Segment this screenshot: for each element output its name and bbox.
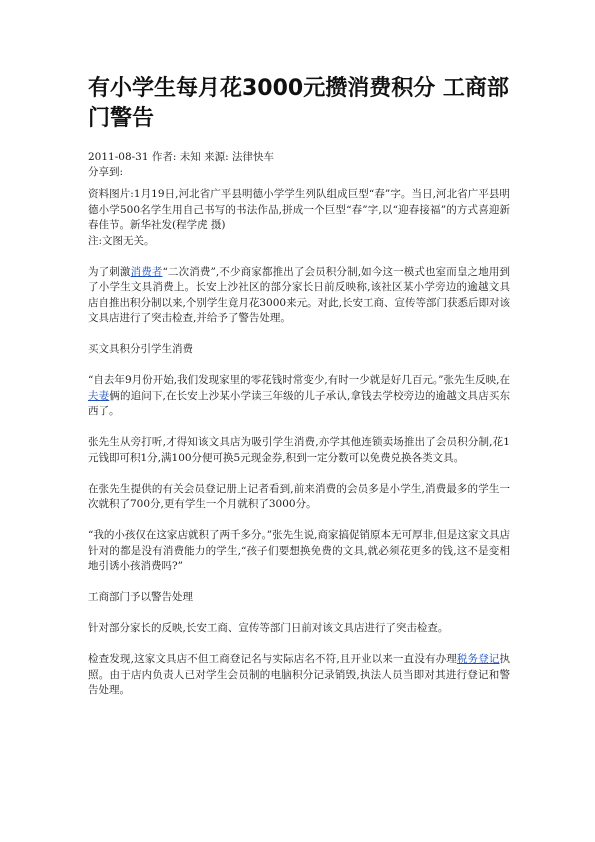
caption-note: 注:文图无关。 — [88, 234, 155, 247]
spouse-link[interactable]: 夫妻 — [88, 389, 110, 402]
publish-date: 2011-08-31 — [88, 151, 149, 163]
source-name: 法律快车 — [232, 151, 275, 163]
paragraph-text: 执照。由于店内负责人已对学生会员制的电脑积分记录销毁,执法人员当即对其进行登记和警告处理。 — [88, 653, 510, 696]
paragraph-text: 俩的追问下,在长安上沙某小学读三年级的儿子承认,拿钱去学校旁边的逾越文具店买东西了。 — [88, 389, 510, 417]
consumer-link[interactable]: 消费者 — [130, 265, 163, 278]
paragraph — [88, 373, 510, 420]
paragraph-text: 为了刺激 — [88, 265, 131, 278]
article-title: 有小学生每月花3000元攒消费积分 工商部门警告 — [88, 76, 509, 131]
paragraph-text: 检查发现,这家文具店不但工商登记名与实际店名不符,且开业以来一直没有办理 — [88, 653, 457, 665]
source-label: 来源: — [204, 151, 229, 163]
share-label[interactable]: 分享到: — [88, 166, 124, 178]
paragraph: 针对部分家长的反映,长安工商、宣传等部门日前对该文具店进行了突击检查。 — [88, 622, 449, 634]
paragraph: 在张先生提供的有关会员登记册上记者看到,前来消费的会员多是小学生,消费最多的学生一次就积了700分,更有学生一个月就积了3000分。 — [88, 482, 510, 510]
paragraph — [88, 265, 510, 327]
author-name: 未知 — [179, 151, 201, 163]
section-heading: 买文具积分引学生消费 — [88, 343, 193, 355]
paragraph — [88, 652, 510, 699]
paragraph: “我的小孩仅在这家店就积了两千多分。”张先生说,商家搞促销原本无可厚非,但是这家文具店针对的都是没有消费能力的学生,“孩子们要想换免费的文具,就必须花更多的钱,这不是变相地引诱小孩消费吗?” — [88, 529, 510, 572]
article-body — [88, 187, 510, 714]
author-label: 作者: — [151, 151, 177, 163]
paragraph-text: “自去年9月份开始,我们发现家里的零花钱时常变少,有时一少就是好几百元。”张先生反映,在 — [88, 374, 510, 386]
paragraph-text: “二次消费”,不少商家都推出了会员积分制,如今这一模式也室而皇之地用到了小学生文具消费上。长安上沙社区的部分家长日前反映称,该社区某小学旁边的逾越文具店自推出积分制以来,个别学生竟月花3000来元。对此,长安工商、宣传等部门获悉后即对该文具店进行了突击检查,并给予了警告处理。 — [88, 265, 510, 324]
article-meta — [88, 150, 518, 180]
section-heading: 工商部门予以警告处理 — [88, 591, 193, 603]
paragraph: 张先生从旁打听,才得知该文具店为吸引学生消费,亦学其他连锁卖场推出了会员积分制,花1元钱即可积1分,满100分便可换5元现金券,积到一定分数可以免费兑换各类文具。 — [88, 436, 510, 464]
caption-text: 资料图片:1月19日,河北省广平县明德小学学生列队组成巨型“春”字。当日,河北省广平县明德小学500名学生用自己书写的书法作品,拼成一个巨型“春”字,以“迎春接福”的方式喜迎新春佳节。新华社发(程学虎 摄) — [88, 188, 510, 231]
caption-paragraph — [88, 187, 510, 249]
meta-line — [88, 150, 518, 165]
tax-registration-link[interactable]: 税务登记 — [456, 653, 500, 665]
